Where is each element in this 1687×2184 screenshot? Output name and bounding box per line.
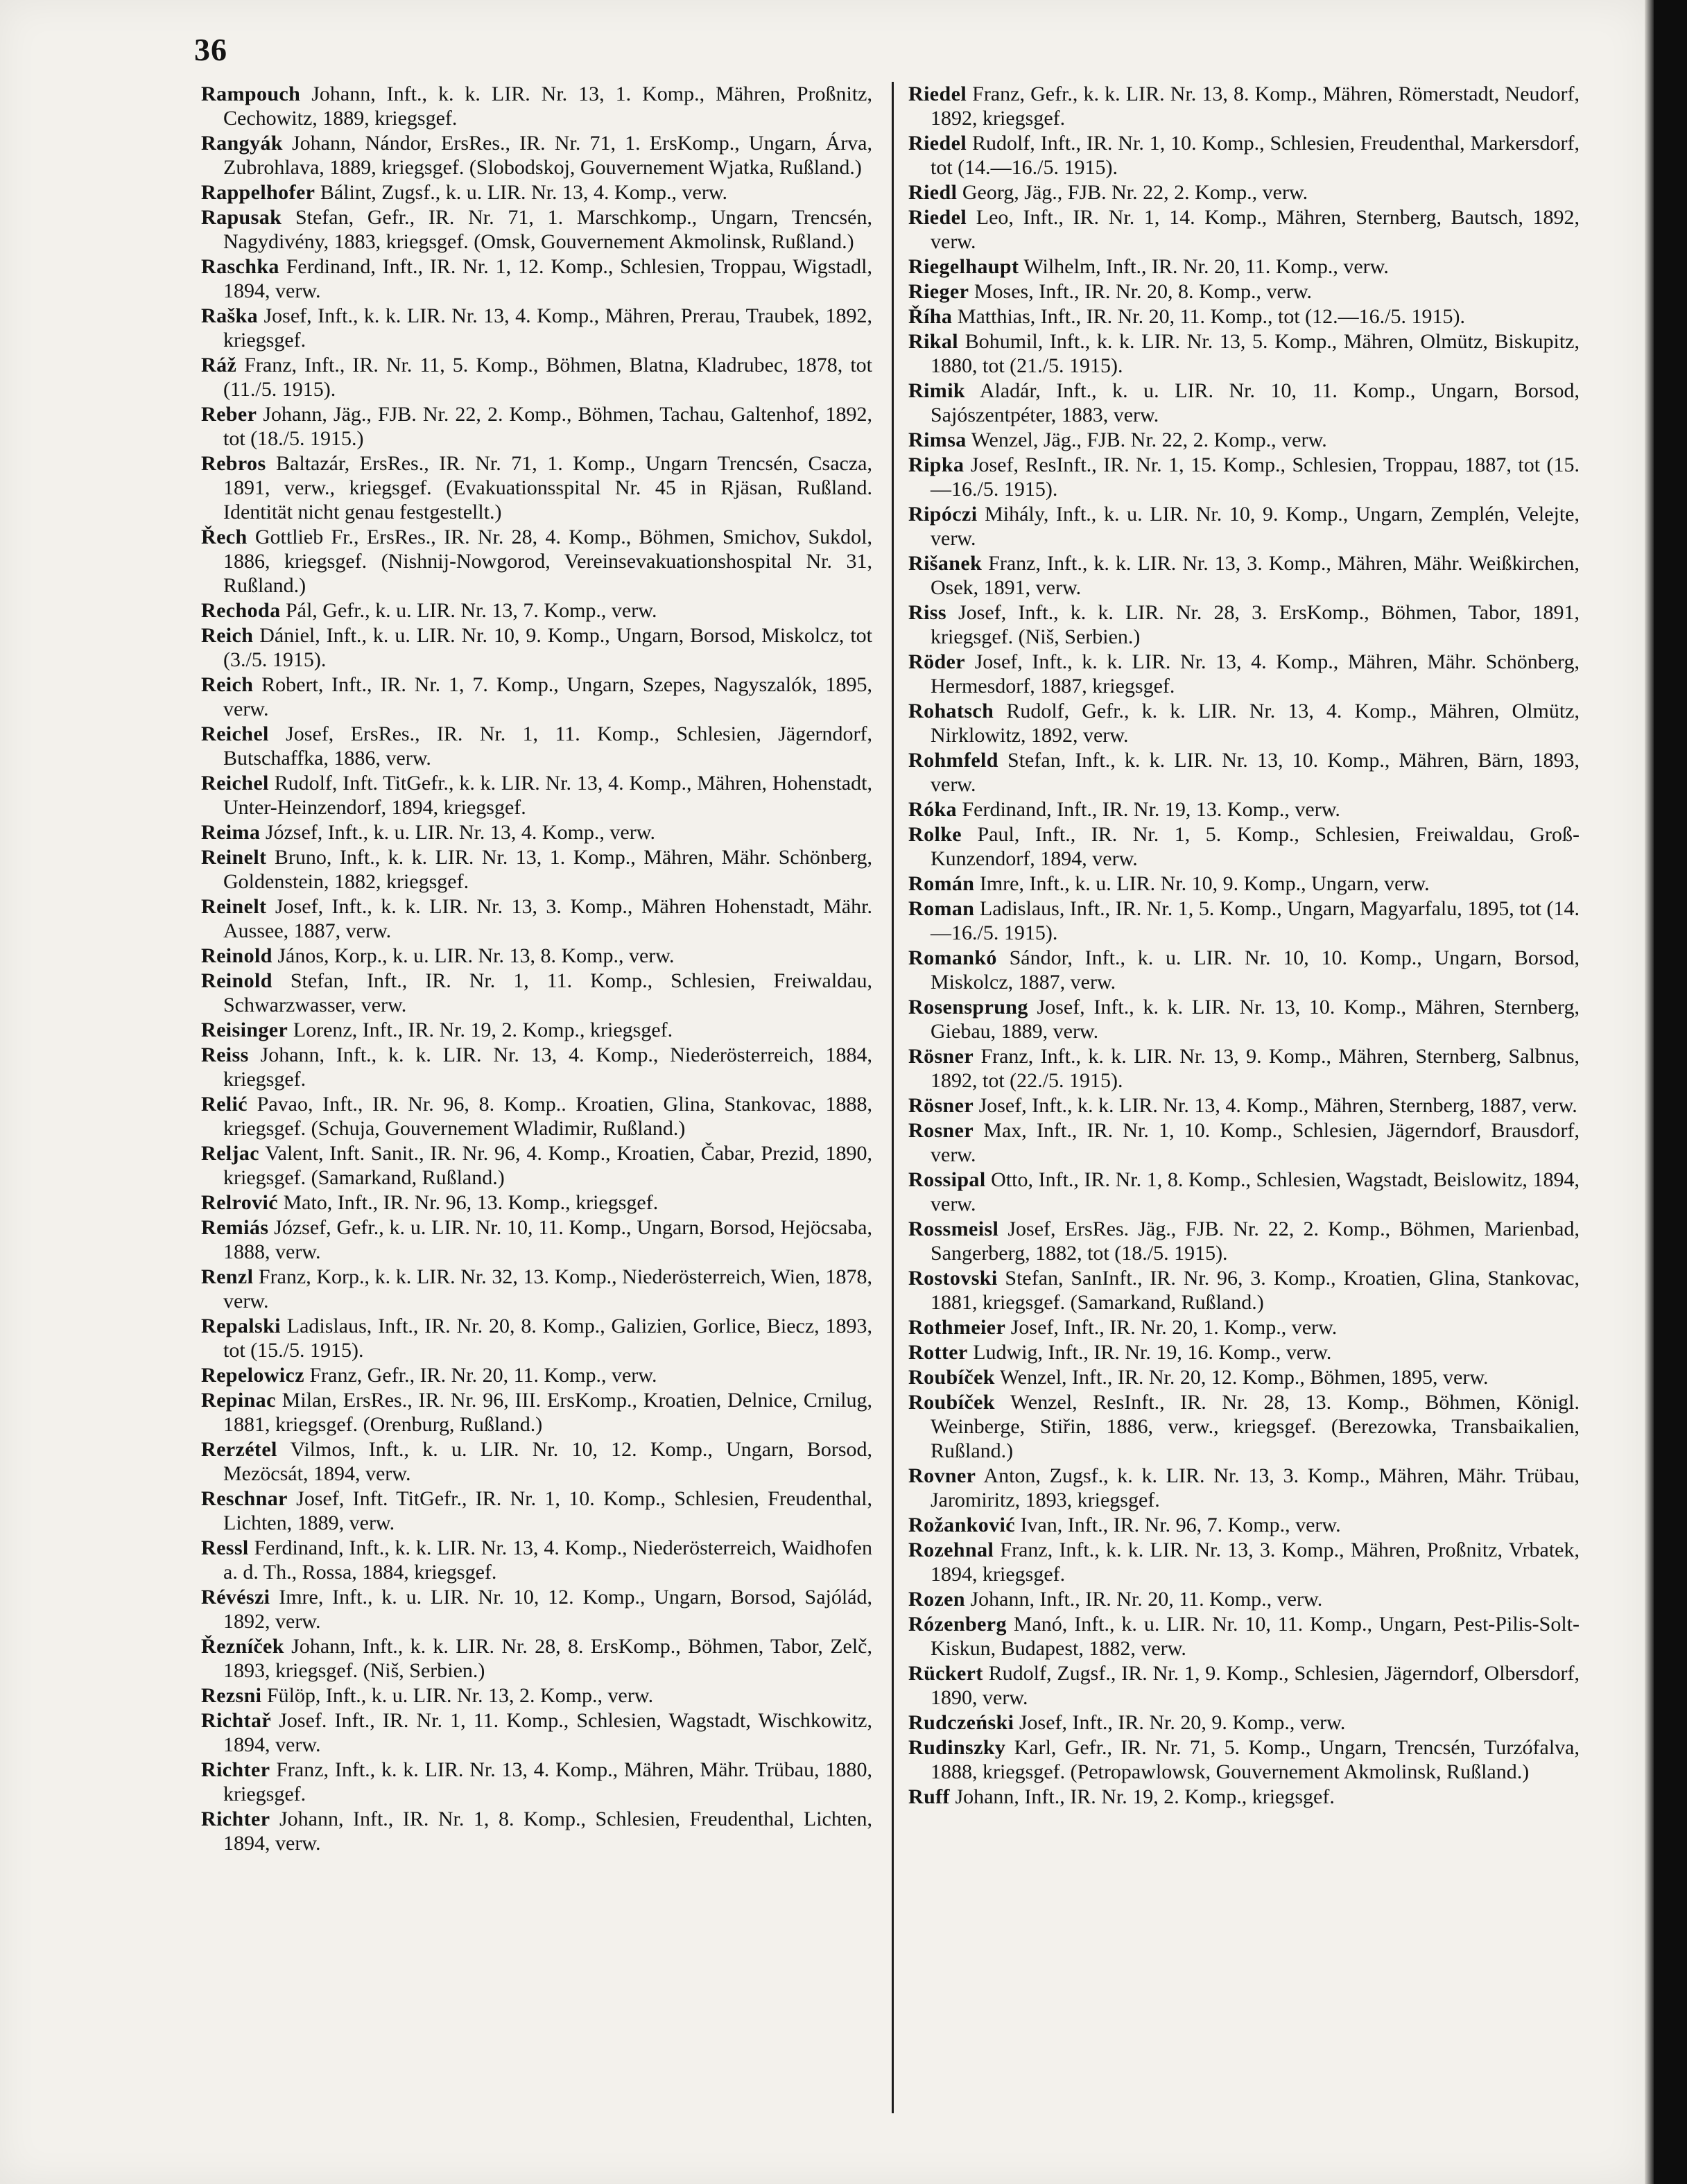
list-item — [908, 453, 1580, 501]
list-item — [908, 995, 1580, 1043]
list-item — [201, 1215, 872, 1264]
entry-details: Bálint, Zugsf., k. u. LIR. Nr. 13, 4. Komp., verw. — [315, 181, 728, 204]
entry-surname: Rostovski — [908, 1267, 998, 1290]
list-item — [908, 1266, 1580, 1315]
entry-details: Stefan, Inft., k. k. LIR. Nr. 13, 10. Komp., Mähren, Bärn, 1893, verw. — [931, 749, 1580, 796]
entry-surname: Říha — [908, 305, 953, 328]
entry-details: Lorenz, Inft., IR. Nr. 19, 2. Komp., kriegsgef. — [288, 1019, 673, 1041]
entry-details: Josef, ErsRes. Jäg., FJB. Nr. 22, 2. Komp., Böhmen, Marienbad, Sangerberg, 1882, tot (18./5. 1915). — [931, 1217, 1580, 1265]
list-item — [908, 82, 1580, 130]
entry-surname: Rudczeński — [908, 1711, 1014, 1734]
entry-surname: Rechoda — [201, 599, 281, 622]
entry-surname: Riedl — [908, 181, 958, 204]
entry-details: Wenzel, Inft., IR. Nr. 20, 12. Komp., Böhmen, 1895, verw. — [994, 1366, 1489, 1389]
entry-surname: Reiss — [201, 1043, 249, 1066]
list-item — [908, 304, 1580, 329]
entry-details: Rudolf, Zugsf., IR. Nr. 1, 9. Komp., Schlesien, Jägerndorf, Olbersdorf, 1890, verw. — [931, 1662, 1580, 1709]
entry-surname: Rovner — [908, 1464, 976, 1487]
list-item — [201, 304, 872, 352]
list-item — [908, 1710, 1580, 1735]
entry-surname: Rimik — [908, 379, 966, 402]
entry-details: Paul, Inft., IR. Nr. 1, 5. Komp., Schlesien, Freiwaldau, Groß-Kunzendorf, 1894, verw. — [931, 823, 1580, 870]
entry-surname: Rebros — [201, 452, 266, 475]
list-item — [201, 845, 872, 894]
entry-details: Mato, Inft., IR. Nr. 96, 13. Komp., kriegsgef. — [277, 1191, 659, 1214]
entry-surname: Rotter — [908, 1341, 968, 1364]
list-item — [201, 1536, 872, 1584]
list-item — [201, 451, 872, 524]
list-item — [201, 353, 872, 401]
list-item — [201, 1708, 872, 1757]
entry-details: Johann, Nándor, ErsRes., IR. Nr. 71, 1. ErsKomp., Ungarn, Árva, Zubrohlava, 1889, kriegsgef. (Slobodskoj, Gouvernement Wjatka, Rußland.) — [223, 132, 872, 179]
entry-details: Josef, Inft., k. k. LIR. Nr. 28, 3. ErsKomp., Böhmen, Tabor, 1891, kriegsgef. (Niš, Serbien.) — [931, 601, 1580, 648]
entry-details: Franz, Inft., k. k. LIR. Nr. 13, 4. Komp., Mähren, Mähr. Trübau, 1880, kriegsgef. — [223, 1758, 872, 1805]
entry-surname: Révészi — [201, 1586, 270, 1609]
entry-surname: Roubíček — [908, 1391, 995, 1414]
list-item — [908, 896, 1580, 945]
list-item — [908, 797, 1580, 822]
entry-surname: Rosner — [908, 1119, 974, 1142]
entry-surname: Rišanek — [908, 552, 983, 575]
entry-details: Franz, Inft., k. k. LIR. Nr. 13, 3. Komp., Mähren, Proßnitz, Vrbatek, 1894, kriegsgef. — [931, 1539, 1580, 1586]
entry-surname: Rožanković — [908, 1514, 1015, 1536]
entry-details: Georg, Jäg., FJB. Nr. 22, 2. Komp., verw. — [957, 181, 1308, 204]
entry-details: Manó, Inft., k. u. LIR. Nr. 10, 11. Komp., Ungarn, Pest-Pilis-Solt-Kiskun, Budapest, 1882, verw. — [931, 1613, 1580, 1660]
list-item — [908, 502, 1580, 551]
list-item — [908, 1785, 1580, 1809]
entry-surname: Rossmeisl — [908, 1217, 999, 1240]
entry-details: Josef, Inft., k. k. LIR. Nr. 13, 3. Komp., Mähren Hohenstadt, Mähr. Aussee, 1887, verw. — [223, 895, 872, 942]
list-item — [908, 1093, 1580, 1118]
list-item — [201, 969, 872, 1017]
entry-surname: Rozehnal — [908, 1539, 994, 1561]
entry-surname: Rikal — [908, 330, 959, 353]
list-item — [201, 673, 872, 721]
entry-details: Johann, Inft., k. k. LIR. Nr. 13, 4. Komp., Niederösterreich, 1884, kriegsgef. — [223, 1043, 872, 1091]
entry-surname: Ripka — [908, 453, 964, 476]
entry-details: József, Gefr., k. u. LIR. Nr. 10, 11. Komp., Ungarn, Borsod, Hejöcsaba, 1888, verw. — [223, 1216, 872, 1263]
entry-details: Franz, Gefr., k. k. LIR. Nr. 13, 8. Komp., Mähren, Römerstadt, Neudorf, 1892, kriegsgef. — [931, 83, 1580, 130]
entry-details: Stefan, Inft., IR. Nr. 1, 11. Komp., Schlesien, Freiwaldau, Schwarzwasser, verw. — [223, 969, 872, 1016]
column-divider — [892, 82, 894, 2113]
list-item — [201, 1758, 872, 1806]
entry-surname: Romankó — [908, 946, 997, 969]
entry-details: Franz, Korp., k. k. LIR. Nr. 32, 13. Komp., Niederösterreich, Wien, 1878, verw. — [223, 1265, 872, 1312]
entry-details: Wilhelm, Inft., IR. Nr. 20, 11. Komp., verw. — [1019, 255, 1389, 278]
entry-details: Ludwig, Inft., IR. Nr. 19, 16. Komp., verw. — [967, 1341, 1332, 1364]
entry-details: Franz, Inft., k. k. LIR. Nr. 13, 9. Komp., Mähren, Sternberg, Salbnus, 1892, tot (22./5. 1915). — [931, 1045, 1580, 1092]
list-item — [201, 402, 872, 451]
list-item — [908, 279, 1580, 304]
list-item — [201, 205, 872, 254]
entry-details: Bruno, Inft., k. k. LIR. Nr. 13, 1. Komp., Mähren, Mähr. Schönberg, Goldenstein, 1882, kriegsgef. — [223, 846, 872, 893]
entry-details: Moses, Inft., IR. Nr. 20, 8. Komp., verw. — [969, 280, 1313, 303]
list-item — [201, 944, 872, 968]
entry-surname: Rózenberg — [908, 1613, 1007, 1636]
entry-surname: Reinelt — [201, 895, 267, 918]
entry-details: Stefan, Gefr., IR. Nr. 71, 1. Marschkomp., Ungarn, Trencsén, Nagydivény, 1883, kriegsgef. (Omsk, Gouvernement Akmolinsk, Rußland.) — [223, 206, 872, 253]
list-item — [908, 1390, 1580, 1463]
list-item — [201, 1683, 872, 1708]
entry-details: János, Korp., k. u. LIR. Nr. 13, 8. Komp., verw. — [272, 944, 675, 967]
right-column — [908, 82, 1580, 1810]
entry-surname: Reichel — [201, 772, 269, 795]
entry-surname: Rezsni — [201, 1684, 262, 1707]
entry-details: Karl, Gefr., IR. Nr. 71, 5. Komp., Ungarn, Trencsén, Turzófalva, 1888, kriegsgef. (Petropawlowsk, Gouvernement Akmolinsk, Rußland.) — [931, 1736, 1580, 1783]
entry-details: Franz, Inft., IR. Nr. 11, 5. Komp., Böhmen, Blatna, Kladrubec, 1878, tot (11./5. 1915). — [223, 354, 872, 401]
list-item — [908, 1661, 1580, 1710]
entry-details: Milan, ErsRes., IR. Nr. 96, III. ErsKomp., Kroatien, Delnice, Crnilug, 1881, kriegsgef. (Orenburg, Rußland.) — [223, 1389, 872, 1436]
entry-surname: Richter — [201, 1808, 270, 1830]
entry-surname: Řech — [201, 526, 248, 548]
list-item — [908, 551, 1580, 600]
entry-details: Robert, Inft., IR. Nr. 1, 7. Komp., Ungarn, Szepes, Nagyszalók, 1895, verw. — [223, 673, 872, 720]
entry-details: József, Inft., k. u. LIR. Nr. 13, 4. Komp., verw. — [260, 821, 655, 844]
list-item — [201, 525, 872, 598]
entry-surname: Repalski — [201, 1315, 281, 1337]
entry-surname: Rangyák — [201, 132, 283, 155]
list-item — [201, 894, 872, 943]
entry-details: Ivan, Inft., IR. Nr. 96, 7. Komp., verw. — [1015, 1514, 1341, 1536]
list-item — [201, 1585, 872, 1633]
entry-surname: Rappelhofer — [201, 181, 315, 204]
entry-surname: Repelowicz — [201, 1364, 304, 1387]
entry-surname: Rosensprung — [908, 996, 1028, 1019]
entry-surname: Ripóczi — [908, 503, 978, 526]
entry-details: Baltazár, ErsRes., IR. Nr. 71, 1. Komp., Ungarn Trencsén, Csacza, 1891, verw., kriegsgef. (Evakuationsspital Nr. 45 in Rjäsan, Rußland. Identität nicht genau festgestellt.) — [223, 452, 872, 523]
entry-details: Ferdinand, Inft., IR. Nr. 19, 13. Komp., verw. — [956, 798, 1340, 821]
entry-surname: Rampouch — [201, 83, 301, 105]
entry-surname: Rösner — [908, 1094, 974, 1117]
entry-details: Otto, Inft., IR. Nr. 1, 8. Komp., Schlesien, Wagstadt, Beislowitz, 1894, verw. — [931, 1168, 1580, 1215]
entry-details: Valent, Inft. Sanit., IR. Nr. 96, 4. Komp., Kroatien, Čabar, Prezid, 1890, kriegsgef. (Samarkand, Rußland.) — [223, 1142, 872, 1189]
list-item — [908, 1168, 1580, 1216]
entry-surname: Rozen — [908, 1588, 965, 1611]
entry-details: Josef, Inft., IR. Nr. 20, 1. Komp., verw. — [1005, 1316, 1338, 1339]
list-item — [201, 1437, 872, 1486]
list-item — [908, 600, 1580, 649]
entry-details: Ferdinand, Inft., IR. Nr. 1, 12. Komp., Schlesien, Troppau, Wigstadl, 1894, verw. — [223, 255, 872, 302]
scan-border — [1654, 0, 1687, 2184]
entry-surname: Ruff — [908, 1785, 950, 1808]
entry-details: Josef, ErsRes., IR. Nr. 1, 11. Komp., Schlesien, Jägerndorf, Butschaffka, 1886, verw. — [223, 722, 872, 770]
list-item — [908, 254, 1580, 279]
entry-details: Franz, Inft., k. k. LIR. Nr. 13, 3. Komp., Mähren, Mähr. Weißkirchen, Osek, 1891, verw. — [931, 552, 1580, 599]
entry-surname: Rösner — [908, 1045, 974, 1068]
list-item — [908, 1513, 1580, 1537]
entry-surname: Repinac — [201, 1389, 276, 1412]
entry-surname: Rolke — [908, 823, 962, 846]
entry-surname: Relrović — [201, 1191, 278, 1214]
entry-surname: Reber — [201, 403, 257, 426]
entry-details: Imre, Inft., k. u. LIR. Nr. 10, 9. Komp., Ungarn, verw. — [974, 872, 1430, 895]
entry-details: Ferdinand, Inft., k. k. LIR. Nr. 13, 4. Komp., Niederösterreich, Waidhofen a. d. Th., Rossa, 1884, kriegsgef. — [223, 1536, 872, 1584]
entry-details: Ladislaus, Inft., IR. Nr. 1, 5. Komp., Ungarn, Magyarfalu, 1895, tot (14.—16./5. 1915). — [931, 897, 1580, 944]
list-item — [201, 598, 872, 623]
entry-details: Rudolf, Inft., IR. Nr. 1, 10. Komp., Schlesien, Freudenthal, Markersdorf, tot (14.—16./5. 1915). — [931, 132, 1580, 179]
entry-surname: Riegelhaupt — [908, 255, 1019, 278]
list-item — [908, 1365, 1580, 1389]
list-item — [201, 1092, 872, 1141]
entry-surname: Rimsa — [908, 428, 967, 451]
entry-details: Pál, Gefr., k. u. LIR. Nr. 13, 7. Komp., verw. — [280, 599, 657, 622]
entry-details: Gottlieb Fr., ErsRes., IR. Nr. 28, 4. Komp., Böhmen, Smichov, Sukdol, 1886, kriegsgef. (Nishnij-Nowgorod, Vereinsevakuationshospital Nr. 31, Rußland.) — [223, 526, 872, 597]
entry-surname: Ressl — [201, 1536, 249, 1559]
entry-details: Aladár, Inft., k. u. LIR. Nr. 10, 11. Komp., Ungarn, Borsod, Sajószentpéter, 1883, verw. — [931, 379, 1580, 426]
entry-surname: Raška — [201, 304, 259, 327]
entry-surname: Reima — [201, 821, 261, 844]
entry-surname: Róka — [908, 798, 957, 821]
entry-details: Johann, Inft., k. k. LIR. Nr. 28, 8. ErsKomp., Böhmen, Tabor, Zelč, 1893, kriegsgef. (Niš, Serbien.) — [223, 1635, 872, 1682]
entry-surname: Röder — [908, 650, 965, 673]
list-item — [201, 1314, 872, 1362]
entry-surname: Renzl — [201, 1265, 254, 1288]
entry-details: Josef, Inft., k. k. LIR. Nr. 13, 4. Komp., Mähren, Prerau, Traubek, 1892, kriegsgef. — [223, 304, 872, 352]
entry-details: Josef, Inft. TitGefr., IR. Nr. 1, 10. Komp., Schlesien, Freudenthal, Lichten, 1889, verw. — [223, 1487, 872, 1534]
entry-surname: Reschnar — [201, 1487, 288, 1510]
list-item — [908, 329, 1580, 378]
list-item — [201, 82, 872, 130]
list-item — [201, 1807, 872, 1855]
entry-surname: Rerzétel — [201, 1438, 277, 1461]
entry-surname: Rudinszky — [908, 1736, 1006, 1759]
entry-details: Josef, Inft., k. k. LIR. Nr. 13, 10. Komp., Mähren, Sternberg, Giebau, 1889, verw. — [931, 996, 1580, 1043]
entry-surname: Rückert — [908, 1662, 983, 1685]
list-item — [201, 1388, 872, 1437]
entry-details: Matthias, Inft., IR. Nr. 20, 11. Komp., tot (12.—16./5. 1915). — [952, 305, 1465, 328]
entry-surname: Rohatsch — [908, 700, 994, 722]
entry-surname: Rossipal — [908, 1168, 986, 1191]
list-item — [908, 1612, 1580, 1661]
entry-surname: Reich — [201, 624, 254, 647]
entry-details: Leo, Inft., IR. Nr. 1, 14. Komp., Mähren, Sternberg, Bautsch, 1892, verw. — [931, 206, 1580, 253]
entry-surname: Reinelt — [201, 846, 267, 869]
entry-surname: Rohmfeld — [908, 749, 998, 772]
entry-details: Johann, Jäg., FJB. Nr. 22, 2. Komp., Böhmen, Tachau, Galtenhof, 1892, tot (18./5. 1915.) — [223, 403, 872, 450]
list-item — [201, 623, 872, 672]
left-column — [201, 82, 872, 1856]
list-item — [908, 946, 1580, 994]
entry-details: Josef, ResInft., IR. Nr. 1, 15. Komp., Schlesien, Troppau, 1887, tot (15.—16./5. 1915). — [931, 453, 1580, 501]
list-item — [201, 1018, 872, 1042]
entry-surname: Roubíček — [908, 1366, 995, 1389]
page-edge-shadow — [1645, 0, 1654, 2184]
entry-details: Johann, Inft., IR. Nr. 19, 2. Komp., kriegsgef. — [949, 1785, 1335, 1808]
list-item — [908, 428, 1580, 452]
entry-details: Anton, Zugsf., k. k. LIR. Nr. 13, 3. Komp., Mähren, Mähr. Trübau, Jaromiritz, 1893, kriegsgef. — [931, 1464, 1580, 1511]
list-item — [908, 822, 1580, 871]
entry-surname: Riedel — [908, 206, 967, 229]
list-item — [908, 180, 1580, 205]
entry-details: Wenzel, Jäg., FJB. Nr. 22, 2. Komp., verw. — [966, 428, 1327, 451]
page-number: 36 — [194, 32, 227, 67]
entry-details: Rudolf, Gefr., k. k. LIR. Nr. 13, 4. Komp., Mähren, Olmütz, Nirklowitz, 1892, verw. — [931, 700, 1580, 747]
entry-surname: Řezníček — [201, 1635, 284, 1658]
entry-details: Wenzel, ResInft., IR. Nr. 28, 13. Komp., Böhmen, Königl. Weinberge, Stiřin, 1886, verw., kriegsgef. (Berezowka, Transbaikalien, Rußland.) — [931, 1391, 1580, 1462]
list-item — [908, 1587, 1580, 1611]
entry-details: Josef, Inft., IR. Nr. 20, 9. Komp., verw. — [1014, 1711, 1346, 1734]
list-item — [201, 771, 872, 820]
entry-details: Rudolf, Inft. TitGefr., k. k. LIR. Nr. 13, 4. Komp., Mähren, Hohenstadt, Unter-Heinzendorf, 1894, kriegsgef. — [223, 772, 872, 819]
entry-surname: Reichel — [201, 722, 269, 745]
entry-surname: Reinold — [201, 944, 272, 967]
list-item — [908, 872, 1580, 896]
list-item — [201, 1634, 872, 1683]
list-item — [908, 205, 1580, 254]
entry-details: Bohumil, Inft., k. k. LIR. Nr. 13, 5. Komp., Mähren, Olmütz, Biskupitz, 1880, tot (21./5. 1915). — [931, 330, 1580, 377]
list-item — [201, 180, 872, 205]
entry-surname: Reinold — [201, 969, 272, 992]
entry-surname: Rothmeier — [908, 1316, 1006, 1339]
entry-details: Ladislaus, Inft., IR. Nr. 20, 8. Komp., Galizien, Gorlice, Biecz, 1893, tot (15./5. 1915). — [223, 1315, 872, 1362]
entry-surname: Rieger — [908, 280, 969, 303]
list-item — [908, 650, 1580, 698]
list-item — [201, 1487, 872, 1535]
list-item — [201, 722, 872, 770]
list-item — [908, 1044, 1580, 1093]
entry-surname: Rapusak — [201, 206, 282, 229]
entry-details: Josef, Inft., k. k. LIR. Nr. 13, 4. Komp., Mähren, Sternberg, 1887, verw. — [974, 1094, 1577, 1117]
list-item — [201, 1363, 872, 1387]
entry-surname: Richtař — [201, 1709, 272, 1732]
entry-details: Sándor, Inft., k. u. LIR. Nr. 10, 10. Komp., Ungarn, Borsod, Miskolcz, 1887, verw. — [931, 946, 1580, 994]
entry-details: Vilmos, Inft., k. u. LIR. Nr. 10, 12. Komp., Ungarn, Borsod, Mezöcsát, 1894, verw. — [223, 1438, 872, 1485]
list-item — [908, 1315, 1580, 1340]
entry-details: Mihály, Inft., k. u. LIR. Nr. 10, 9. Komp., Ungarn, Zemplén, Velejte, verw. — [931, 503, 1580, 550]
entry-surname: Román — [908, 872, 975, 895]
entry-surname: Roman — [908, 897, 975, 920]
entry-surname: Relić — [201, 1093, 248, 1116]
entry-surname: Reljac — [201, 1142, 260, 1165]
entry-details: Josef. Inft., IR. Nr. 1, 11. Komp., Schlesien, Wagstadt, Wischkowitz, 1894, verw. — [223, 1709, 872, 1756]
list-item — [201, 1190, 872, 1215]
entry-surname: Reisinger — [201, 1019, 288, 1041]
list-item — [908, 1464, 1580, 1512]
list-item — [908, 1217, 1580, 1265]
entry-surname: Riedel — [908, 83, 967, 105]
entry-surname: Riedel — [908, 132, 967, 155]
list-item — [908, 699, 1580, 747]
list-item — [908, 379, 1580, 427]
list-item — [908, 131, 1580, 180]
list-item — [908, 1538, 1580, 1586]
entry-details: Dániel, Inft., k. u. LIR. Nr. 10, 9. Komp., Ungarn, Borsod, Miskolcz, tot (3./5. 1915). — [223, 624, 872, 671]
entry-details: Stefan, SanInft., IR. Nr. 96, 3. Komp., Kroatien, Glina, Stankovac, 1881, kriegsgef. (Samarkand, Rußland.) — [931, 1267, 1580, 1314]
entry-details: Pavao, Inft., IR. Nr. 96, 8. Komp.. Kroatien, Glina, Stankovac, 1888, kriegsgef. (Schuja, Gouvernement Wladimir, Rußland.) — [223, 1093, 872, 1140]
entry-details: Johann, Inft., k. k. LIR. Nr. 13, 1. Komp., Mähren, Proßnitz, Cechowitz, 1889, kriegsgef. — [223, 83, 872, 130]
entry-surname: Ráž — [201, 354, 237, 376]
list-item — [908, 1340, 1580, 1364]
entry-surname: Reich — [201, 673, 254, 696]
list-item — [908, 748, 1580, 797]
list-item — [908, 1735, 1580, 1784]
entry-details: Josef, Inft., k. k. LIR. Nr. 13, 4. Komp., Mähren, Mähr. Schönberg, Hermesdorf, 1887, kriegsgef. — [931, 650, 1580, 697]
entry-surname: Remiás — [201, 1216, 269, 1239]
entry-surname: Raschka — [201, 255, 279, 278]
list-item — [201, 820, 872, 844]
entry-details: Johann, Inft., IR. Nr. 1, 8. Komp., Schlesien, Freudenthal, Lichten, 1894, verw. — [223, 1808, 872, 1855]
entry-details: Max, Inft., IR. Nr. 1, 10. Komp., Schlesien, Jägerndorf, Brausdorf, verw. — [931, 1119, 1580, 1166]
list-item — [201, 1265, 872, 1313]
list-item — [908, 1118, 1580, 1167]
entry-surname: Riss — [908, 601, 946, 624]
list-item — [201, 1043, 872, 1091]
entry-details: Franz, Gefr., IR. Nr. 20, 11. Komp., verw. — [304, 1364, 657, 1387]
entry-details: Imre, Inft., k. u. LIR. Nr. 10, 12. Komp., Ungarn, Borsod, Sajólád, 1892, verw. — [223, 1586, 872, 1633]
list-item — [201, 131, 872, 180]
entry-details: Fülöp, Inft., k. u. LIR. Nr. 13, 2. Komp., verw. — [261, 1684, 654, 1707]
entry-details: Johann, Inft., IR. Nr. 20, 11. Komp., verw. — [964, 1588, 1323, 1611]
list-item — [201, 254, 872, 303]
entry-surname: Richter — [201, 1758, 270, 1781]
list-item — [201, 1141, 872, 1190]
